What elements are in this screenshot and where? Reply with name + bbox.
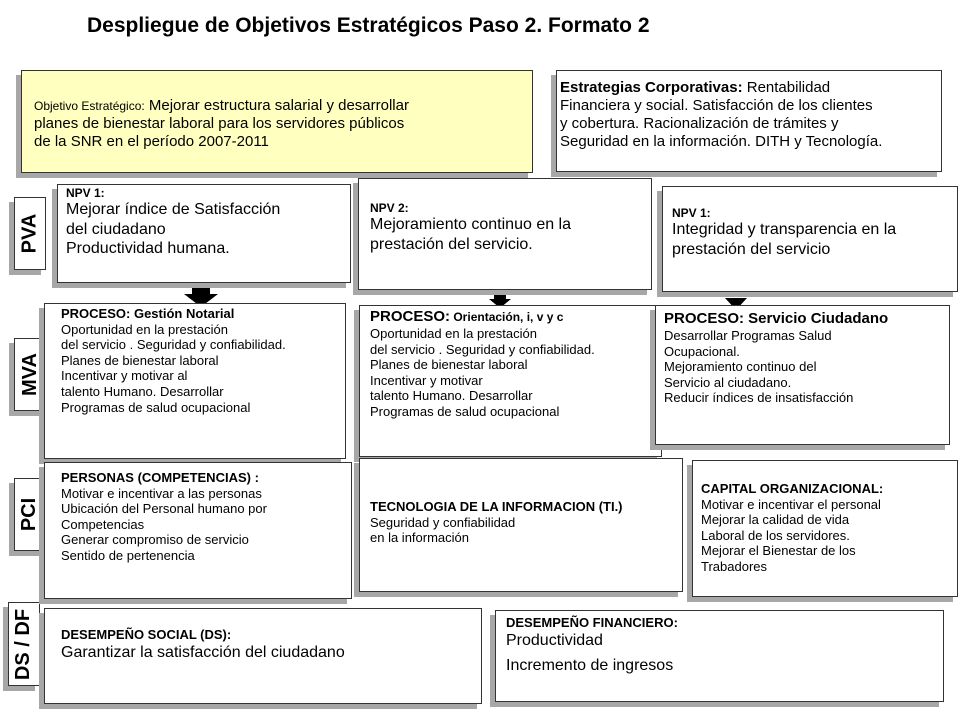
npv-center-box [358, 178, 652, 290]
side-label-pva-text: PVA [18, 213, 41, 254]
pci-organizational-line: Laboral de los servidores. [701, 527, 850, 543]
page-title: Despliegue de Objetivos Estratégicos Paso 2. Formato 2 [87, 14, 650, 37]
side-label-pci [14, 478, 46, 551]
social-performance-header: DESEMPEÑO SOCIAL (DS): [61, 627, 232, 642]
financial-performance-box [495, 610, 944, 702]
process-center-line: talento Humano. Desarrollar [370, 388, 533, 404]
process-left-line: talento Humano. Desarrollar [61, 383, 224, 399]
npv-right-line1: Integridad y transparencia en la [672, 221, 897, 239]
pci-people-line: Ubicación del Personal humano por [61, 501, 267, 517]
pci-technology-line: en la información [370, 530, 469, 546]
process-right-line: Ocupacional. [664, 343, 740, 359]
side-label-pci-text: PCI [18, 497, 41, 532]
pci-people-line: Motivar e incentivar a las personas [61, 485, 262, 501]
npv-left-line2: del ciudadano [66, 220, 166, 238]
npv-left-line1: Mejorar índice de Satisfacción [66, 201, 281, 219]
objective-line2: planes de bienestar laboral para los servidores públicos [34, 115, 405, 132]
process-right-box [655, 305, 950, 445]
process-left-line: Oportunidad en la prestación [61, 321, 228, 337]
side-label-mva-text: MVA [18, 353, 41, 396]
pci-organizational-box [692, 460, 958, 597]
pci-people-header: PERSONAS (COMPETENCIAS) : [61, 470, 259, 485]
process-left-line: Planes de bienestar laboral [61, 352, 219, 368]
process-left-box [44, 303, 346, 459]
process-left-header: PROCESO: Gestión Notarial [61, 306, 235, 321]
strategies-line4: Seguridad en la información. DITH y Tecnología. [560, 133, 883, 150]
process-center-line: del servicio . Seguridad y confiabilidad. [370, 341, 595, 357]
process-center-subheader: Orientación, i, v y c [450, 310, 564, 324]
pci-people-line: Sentido de pertenencia [61, 547, 195, 563]
process-right-line: Reducir índices de insatisfacción [664, 390, 854, 406]
process-right-line: Servicio al ciudadano. [664, 374, 792, 390]
npv-left-header: NPV 1: [66, 186, 105, 200]
npv-center-header: NPV 2: [370, 201, 409, 215]
process-right-header: PROCESO: Servicio Ciudadano [664, 310, 889, 327]
npv-center-line2: prestación del servicio. [370, 235, 533, 253]
pci-people-line: Competencias [61, 516, 145, 532]
pci-people-box [44, 462, 352, 599]
process-center-line: Planes de bienestar laboral [370, 357, 528, 373]
pci-technology-header: TECNOLOGIA DE LA INFORMACION (TI.) [370, 499, 623, 514]
financial-performance-line1: Productividad [506, 631, 603, 649]
process-right-line: Mejoramiento continuo del [664, 359, 817, 375]
pci-organizational-line: Mejorar el Bienestar de los [701, 543, 856, 559]
process-center-line: Programas de salud ocupacional [370, 403, 560, 419]
pci-organizational-line: Mejorar la calidad de vida [701, 512, 850, 528]
pci-organizational-header: CAPITAL ORGANIZACIONAL: [701, 481, 884, 496]
pci-organizational-line: Motivar e incentivar el personal [701, 496, 881, 512]
objective-line1: Mejorar estructura salarial y desarrollar [144, 97, 409, 114]
strategies-line2: Financiera y social. Satisfacción de los clientes [560, 97, 873, 114]
pci-technology-line: Seguridad y confiabilidad [370, 514, 516, 530]
process-right-line: Desarrollar Programas Salud [664, 328, 832, 343]
corporate-strategies-box [556, 70, 942, 172]
process-left-line: del servicio . Seguridad y confiabilidad. [61, 337, 286, 353]
npv-left-box [57, 184, 351, 283]
objective-label: Objetivo Estratégico: [34, 99, 145, 113]
side-label-ds-df [8, 602, 40, 686]
pci-people-line: Generar compromiso de servicio [61, 532, 249, 548]
npv-right-box [662, 186, 958, 292]
side-label-mva [14, 338, 46, 411]
process-left-line: Programas de salud ocupacional [61, 399, 251, 415]
objective-line3: de la SNR en el período 2007-2011 [34, 133, 269, 150]
process-center-line: Incentivar y motivar [370, 372, 483, 388]
process-center-box [359, 305, 662, 457]
social-performance-line: Garantizar la satisfacción del ciudadano [61, 643, 345, 661]
financial-performance-header: DESEMPEÑO FINANCIERO: [506, 615, 678, 630]
process-center-line: Oportunidad en la prestación [370, 326, 537, 341]
npv-left-line3: Productividad humana. [66, 239, 230, 257]
strategies-label: Estrategias Corporativas: [560, 79, 743, 96]
side-label-pva [14, 197, 46, 270]
npv-right-line2: prestación del servicio [672, 240, 831, 258]
strategies-line1: Rentabilidad [742, 79, 831, 96]
social-performance-box [44, 608, 482, 704]
pci-organizational-line: Trabadores [701, 558, 767, 574]
strategies-line3: y cobertura. Racionalización de trámites y [560, 115, 839, 132]
side-label-ds-df-text: DS / DF [12, 608, 35, 680]
npv-center-line1: Mejoramiento continuo en la [370, 216, 572, 234]
strategic-objective-box [21, 70, 533, 173]
pci-technology-box [359, 458, 683, 592]
process-left-line: Incentivar y motivar al [61, 368, 188, 384]
process-center-header: PROCESO: [370, 308, 451, 325]
npv-right-header: NPV 1: [672, 206, 711, 220]
financial-performance-line2: Incremento de ingresos [506, 656, 674, 674]
